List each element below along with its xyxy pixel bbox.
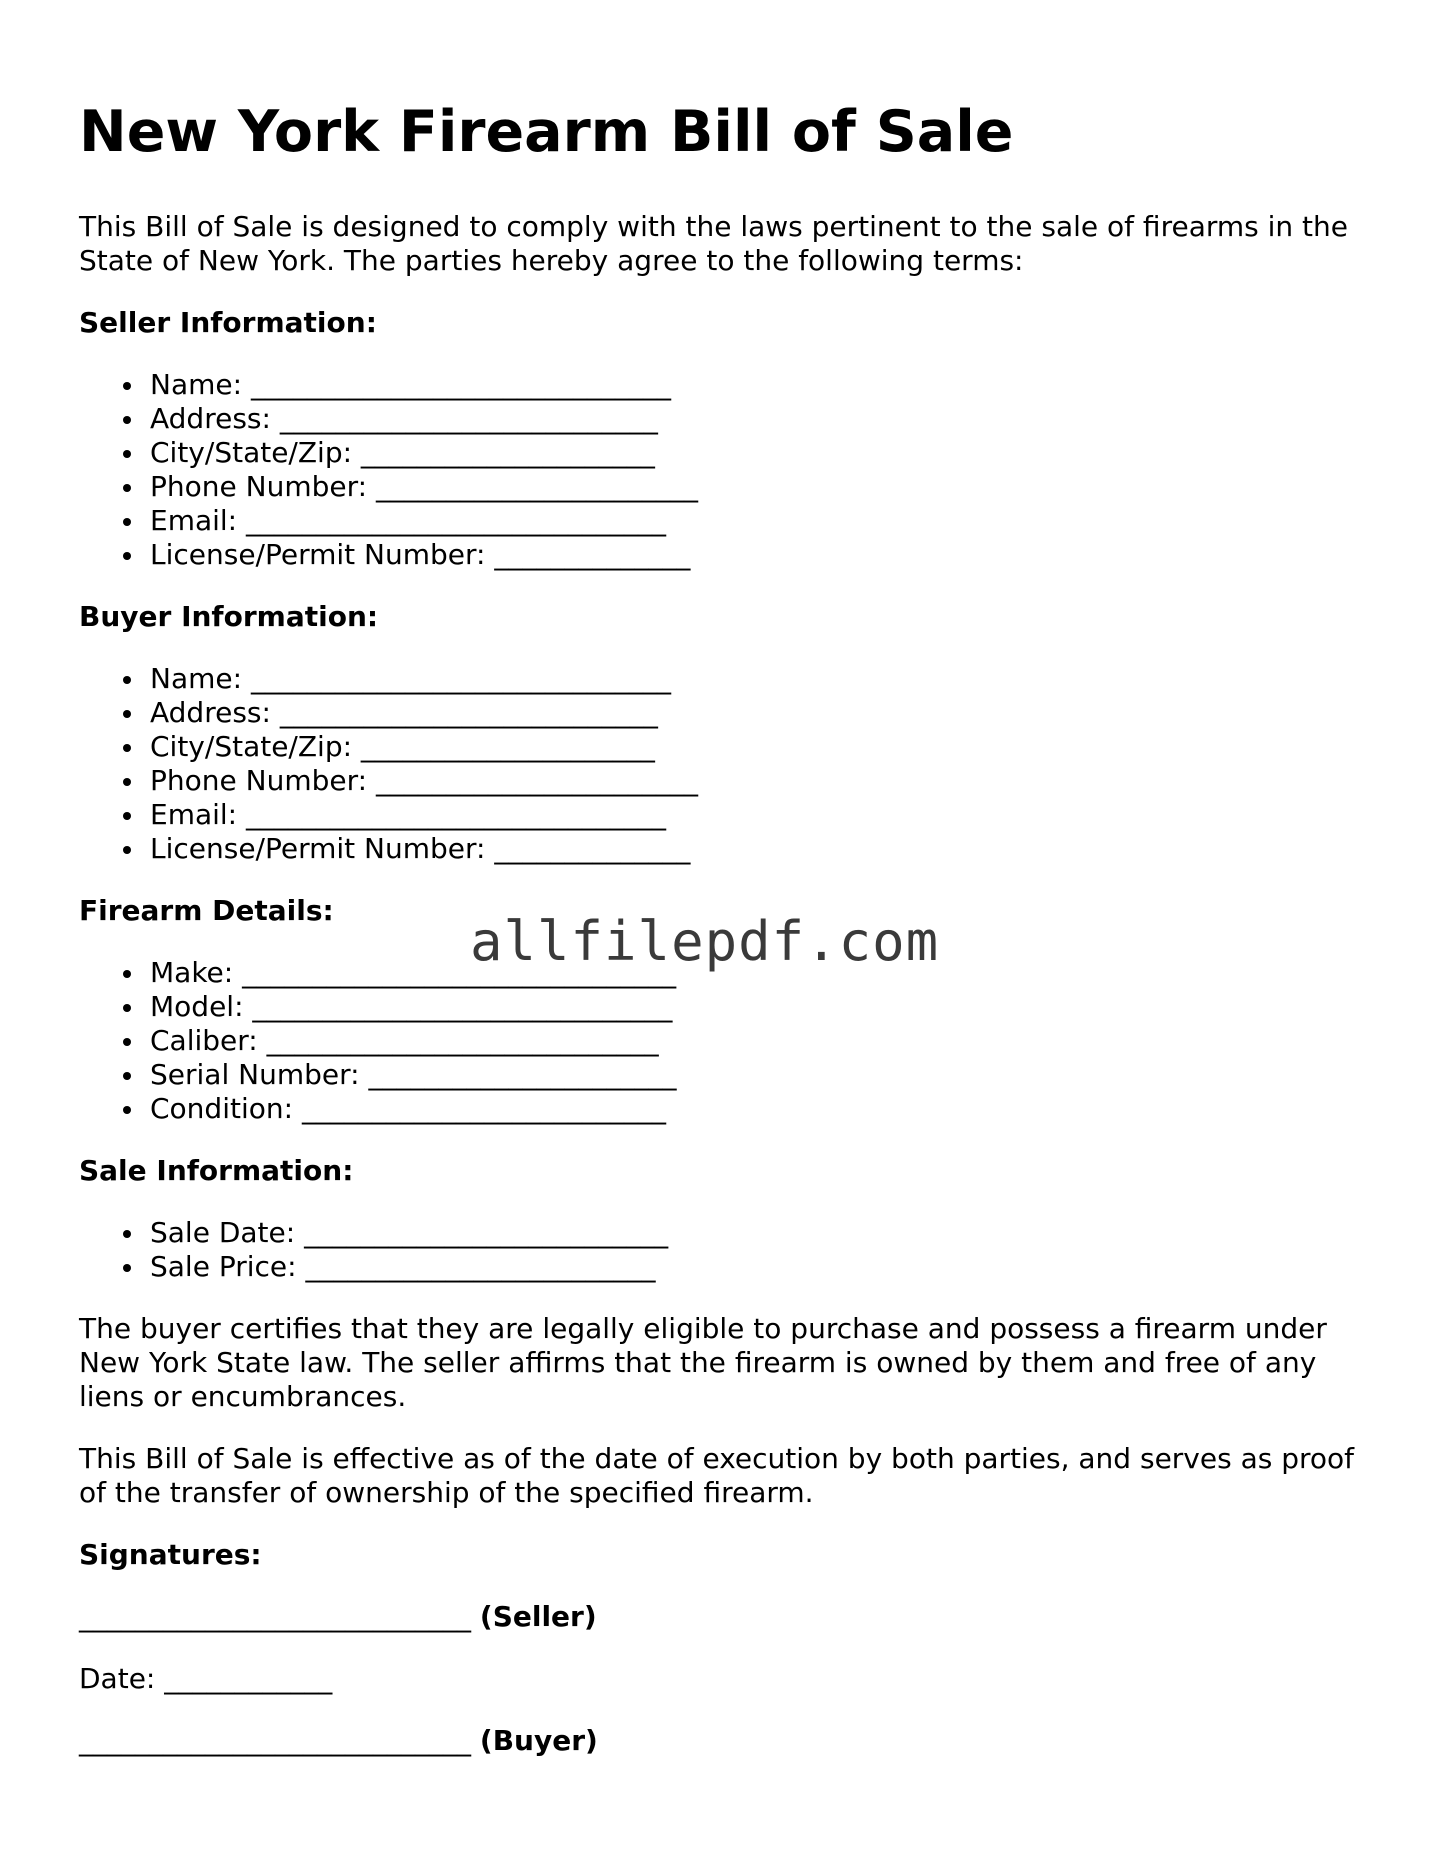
firearm-caliber-field: Caliber: ____________________________: [150, 1024, 1379, 1058]
sale-fields: [79, 1216, 1379, 1284]
firearm-heading: Firearm Details:: [79, 894, 334, 928]
seller-fields: [79, 368, 1379, 572]
buyer-email-field: Email: ______________________________: [150, 798, 1379, 832]
firearm-fields: [79, 956, 1379, 1126]
document-title: New York Firearm Bill of Sale: [79, 99, 1014, 165]
buyer-city-field: City/State/Zip: _____________________: [150, 730, 1379, 764]
buyer-heading: Buyer Information:: [79, 600, 379, 634]
firearm-serial-field: Serial Number: ______________________: [150, 1058, 1379, 1092]
seller-address-field: Address: ___________________________: [150, 402, 1379, 436]
firearm-model-field: Model: ______________________________: [150, 990, 1379, 1024]
buyer-address-field: Address: ___________________________: [150, 696, 1379, 730]
seller-phone-field: Phone Number: _______________________: [150, 470, 1379, 504]
sale-price-field: Sale Price: _________________________: [150, 1250, 1379, 1284]
buyer-signature-line: [79, 1724, 1379, 1758]
signature-date-line: Date: ____________: [79, 1662, 333, 1696]
buyer-license-field: License/Permit Number: ______________: [150, 832, 1379, 866]
seller-license-field: License/Permit Number: ______________: [150, 538, 1379, 572]
seller-signature-blank: ____________________________: [79, 1600, 471, 1634]
buyer-signature-blank: ____________________________: [79, 1724, 471, 1758]
seller-email-field: Email: ______________________________: [150, 504, 1379, 538]
signatures-heading: Signatures:: [79, 1538, 262, 1572]
seller-heading: Seller Information:: [79, 306, 377, 340]
intro-paragraph: This Bill of Sale is designed to comply with the laws pertinent to the sale of firearms in the State of New York. The parties hereby agree to the following terms:: [79, 210, 1349, 278]
seller-signature-role: (Seller): [479, 1600, 597, 1634]
firearm-make-field: Make: _______________________________: [150, 956, 1379, 990]
watermark-text: allfilepdf.com: [470, 910, 940, 973]
seller-city-field: City/State/Zip: _____________________: [150, 436, 1379, 470]
sale-heading: Sale Information:: [79, 1154, 354, 1188]
buyer-name-field: Name: ______________________________: [150, 662, 1379, 696]
sale-date-field: Sale Date: __________________________: [150, 1216, 1379, 1250]
seller-name-field: Name: ______________________________: [150, 368, 1379, 402]
effective-paragraph: This Bill of Sale is effective as of the date of execution by both parties, and serves as proof of the transfer of ownership of the specified firearm.: [79, 1442, 1355, 1510]
firearm-condition-field: Condition: __________________________: [150, 1092, 1379, 1126]
certification-paragraph: The buyer certifies that they are legally eligible to purchase and possess a firearm under New York State law. The seller affirms that the firearm is owned by them and free of any liens or encumbrances.: [79, 1312, 1327, 1414]
seller-signature-line: [79, 1600, 1379, 1634]
buyer-fields: [79, 662, 1379, 866]
buyer-signature-role: (Buyer): [479, 1724, 598, 1758]
buyer-phone-field: Phone Number: _______________________: [150, 764, 1379, 798]
